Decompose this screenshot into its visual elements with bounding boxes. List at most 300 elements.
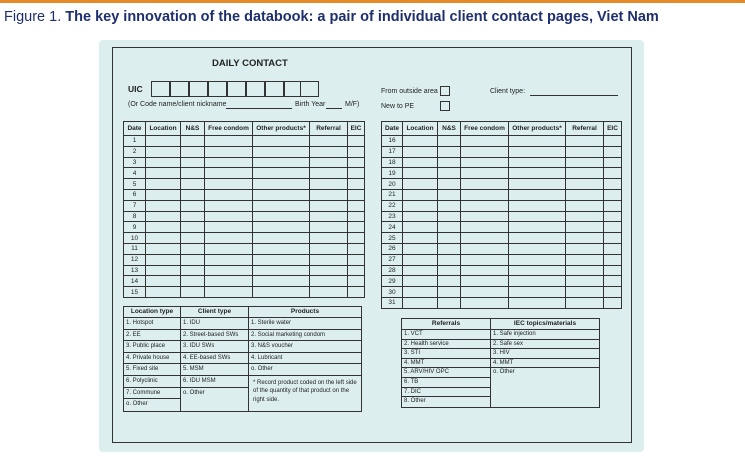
day-number: 17 — [382, 146, 403, 157]
day-number: 2 — [124, 146, 146, 157]
product-note: * Record product coded on the left side of the quantity of that product on the right side. — [253, 379, 357, 403]
entry-cell[interactable] — [205, 189, 253, 200]
entry-cell[interactable] — [566, 287, 604, 298]
entry-cell[interactable] — [181, 233, 205, 244]
entry-cell[interactable] — [253, 157, 310, 168]
entry-cell[interactable] — [205, 233, 253, 244]
day-number: 10 — [124, 233, 146, 244]
entry-cell[interactable] — [403, 297, 438, 308]
entry-cell[interactable] — [403, 179, 438, 190]
entry-cell[interactable] — [604, 136, 622, 147]
referral-item: 5. ARV/HIV OPC — [402, 368, 490, 378]
entry-cell[interactable] — [461, 233, 509, 244]
referrals-table — [401, 318, 600, 408]
entry-cell[interactable] — [461, 179, 509, 190]
entry-cell[interactable] — [310, 146, 348, 157]
entry-cell[interactable] — [181, 287, 205, 298]
table-header-row — [382, 122, 622, 136]
entry-cell[interactable] — [205, 222, 253, 233]
entry-cell[interactable] — [181, 179, 205, 190]
uic-box[interactable] — [151, 81, 170, 97]
entry-cell[interactable] — [205, 254, 253, 265]
entry-cell[interactable] — [253, 233, 310, 244]
entry-cell[interactable] — [461, 157, 509, 168]
entry-cell[interactable] — [205, 179, 253, 190]
entry-cell[interactable] — [403, 146, 438, 157]
entry-cell[interactable] — [509, 243, 566, 254]
table-row — [124, 146, 365, 157]
iec-item: o. Other — [493, 369, 515, 376]
table-row — [382, 200, 622, 211]
entry-cell[interactable] — [438, 287, 461, 298]
client-type-item: 1. IDU — [181, 318, 248, 330]
entry-cell[interactable] — [566, 276, 604, 287]
entry-cell[interactable] — [461, 243, 509, 254]
table-row — [382, 287, 622, 298]
entry-cell[interactable] — [181, 189, 205, 200]
entry-cell[interactable] — [509, 287, 566, 298]
day-number: 13 — [124, 265, 146, 276]
entry-cell[interactable] — [566, 179, 604, 190]
entry-cell[interactable] — [604, 157, 622, 168]
entry-cell[interactable] — [253, 211, 310, 222]
entry-cell[interactable] — [205, 211, 253, 222]
client-type-item: o. Other — [183, 389, 205, 396]
entry-cell[interactable] — [604, 265, 622, 276]
uic-box[interactable] — [170, 81, 189, 97]
entry-cell[interactable] — [509, 222, 566, 233]
entry-cell[interactable] — [253, 287, 310, 298]
iec-header: IEC topics/materials — [491, 319, 600, 330]
entry-cell[interactable] — [461, 200, 509, 211]
entry-cell[interactable] — [205, 136, 253, 147]
column-header: Referral — [566, 122, 604, 136]
entry-cell[interactable] — [146, 243, 181, 254]
entry-cell[interactable] — [348, 287, 365, 298]
entry-cell[interactable] — [438, 189, 461, 200]
contact-log-table-left — [123, 121, 365, 298]
table-row — [382, 168, 622, 179]
entry-cell[interactable] — [181, 254, 205, 265]
entry-cell[interactable] — [604, 168, 622, 179]
entry-cell[interactable] — [146, 168, 181, 179]
entry-cell[interactable] — [604, 276, 622, 287]
client-type-item: 3. IDU SWs — [181, 341, 248, 353]
entry-cell[interactable] — [310, 211, 348, 222]
entry-cell[interactable] — [146, 222, 181, 233]
entry-cell[interactable] — [438, 243, 461, 254]
day-number: 25 — [382, 233, 403, 244]
table-row — [124, 265, 365, 276]
entry-cell[interactable] — [146, 265, 181, 276]
entry-cell[interactable] — [566, 297, 604, 308]
location-type-item: 7. Commune — [124, 388, 180, 400]
table-row — [124, 287, 365, 298]
client-type-item: 2. Street-based SWs — [181, 330, 248, 342]
entry-cell[interactable] — [509, 168, 566, 179]
table-row — [382, 211, 622, 222]
entry-cell[interactable] — [403, 265, 438, 276]
entry-cell[interactable] — [348, 168, 365, 179]
entry-cell[interactable] — [181, 136, 205, 147]
table-row — [124, 211, 365, 222]
entry-cell[interactable] — [438, 254, 461, 265]
iec-list — [491, 330, 600, 408]
day-number: 18 — [382, 157, 403, 168]
column-header: Other products* — [509, 122, 566, 136]
entry-cell[interactable] — [403, 136, 438, 147]
column-header: Other products* — [253, 122, 310, 136]
entry-cell[interactable] — [566, 136, 604, 147]
entry-cell[interactable] — [566, 233, 604, 244]
entry-cell[interactable] — [509, 254, 566, 265]
entry-cell[interactable] — [146, 254, 181, 265]
figure-title: The key innovation of the databook: a pair of individual client contact pages, Viet Nam — [65, 9, 659, 25]
entry-cell[interactable] — [509, 265, 566, 276]
column-header: N&S — [181, 122, 205, 136]
entry-cell[interactable] — [604, 243, 622, 254]
client-type-label: Client type: — [490, 88, 526, 95]
client-type-item: 6. IDU MSM — [181, 376, 248, 388]
location-type-item: 2. EE — [124, 330, 180, 342]
entry-cell[interactable] — [461, 189, 509, 200]
table-row — [382, 233, 622, 244]
entry-cell[interactable] — [310, 136, 348, 147]
table-row — [382, 222, 622, 233]
entry-cell[interactable] — [566, 146, 604, 157]
contact-log-table-right — [381, 121, 622, 309]
entry-cell[interactable] — [566, 211, 604, 222]
entry-cell[interactable] — [310, 200, 348, 211]
legend-header-location: Location type — [124, 307, 181, 318]
entry-cell[interactable] — [403, 222, 438, 233]
entry-cell[interactable] — [181, 146, 205, 157]
entry-cell[interactable] — [403, 157, 438, 168]
entry-cell[interactable] — [253, 146, 310, 157]
entry-cell[interactable] — [181, 276, 205, 287]
table-row — [382, 276, 622, 287]
entry-cell[interactable] — [509, 211, 566, 222]
entry-cell[interactable] — [253, 136, 310, 147]
entry-cell[interactable] — [403, 287, 438, 298]
entry-cell[interactable] — [604, 254, 622, 265]
entry-cell[interactable] — [348, 222, 365, 233]
entry-cell[interactable] — [403, 211, 438, 222]
entry-cell[interactable] — [509, 233, 566, 244]
entry-cell[interactable] — [181, 222, 205, 233]
table-row — [124, 179, 365, 190]
from-outside-checkbox[interactable] — [440, 86, 450, 96]
entry-cell[interactable] — [438, 200, 461, 211]
entry-cell[interactable] — [310, 233, 348, 244]
referrals-header: Referrals — [402, 319, 491, 330]
day-number: 11 — [124, 243, 146, 254]
entry-cell[interactable] — [310, 276, 348, 287]
entry-cell[interactable] — [461, 254, 509, 265]
entry-cell[interactable] — [205, 146, 253, 157]
entry-cell[interactable] — [181, 200, 205, 211]
entry-cell[interactable] — [253, 189, 310, 200]
column-header: Date — [124, 122, 146, 136]
table-row — [124, 254, 365, 265]
entry-cell[interactable] — [348, 200, 365, 211]
table-header-row — [124, 122, 365, 136]
table-row — [382, 146, 622, 157]
entry-cell[interactable] — [509, 179, 566, 190]
entry-cell[interactable] — [146, 146, 181, 157]
entry-cell[interactable] — [310, 287, 348, 298]
products-list — [249, 318, 362, 412]
new-to-pe-checkbox[interactable] — [440, 101, 450, 111]
day-number: 28 — [382, 265, 403, 276]
entry-cell[interactable] — [253, 265, 310, 276]
uic-box[interactable] — [227, 81, 246, 97]
entry-cell[interactable] — [348, 254, 365, 265]
form-title: DAILY CONTACT — [212, 58, 288, 69]
location-type-item: 5. Fixed site — [124, 364, 180, 376]
day-number: 19 — [382, 168, 403, 179]
entry-cell[interactable] — [438, 222, 461, 233]
entry-cell[interactable] — [348, 189, 365, 200]
client-type-line[interactable] — [530, 95, 618, 96]
referral-item: 7. DIC — [402, 388, 490, 398]
day-number: 14 — [124, 276, 146, 287]
entry-cell[interactable] — [566, 254, 604, 265]
entry-cell[interactable] — [604, 189, 622, 200]
entry-cell[interactable] — [604, 287, 622, 298]
entry-cell[interactable] — [253, 243, 310, 254]
birth-year-line[interactable] — [326, 108, 342, 109]
uic-box[interactable] — [189, 81, 208, 97]
legend-header-products: Products — [249, 307, 362, 318]
entry-cell[interactable] — [146, 189, 181, 200]
entry-cell[interactable] — [509, 276, 566, 287]
entry-cell[interactable] — [348, 211, 365, 222]
entry-cell[interactable] — [181, 211, 205, 222]
iec-item: 3. HIV — [491, 349, 599, 359]
column-header: Referral — [310, 122, 348, 136]
entry-cell[interactable] — [604, 233, 622, 244]
table-row — [382, 136, 622, 147]
entry-cell[interactable] — [310, 179, 348, 190]
legend-table — [123, 306, 362, 412]
entry-cell[interactable] — [461, 222, 509, 233]
column-header: EIC — [348, 122, 365, 136]
product-item: 4. Lubricant — [249, 353, 361, 365]
entry-cell[interactable] — [566, 189, 604, 200]
table-row — [124, 157, 365, 168]
entry-cell[interactable] — [438, 146, 461, 157]
referral-item: 1. VCT — [402, 330, 490, 340]
entry-cell[interactable] — [461, 146, 509, 157]
entry-cell[interactable] — [205, 287, 253, 298]
uic-box[interactable] — [208, 81, 227, 97]
day-number: 15 — [124, 287, 146, 298]
location-type-item: 3. Public place — [124, 341, 180, 353]
entry-cell[interactable] — [604, 146, 622, 157]
entry-cell[interactable] — [566, 157, 604, 168]
table-row — [124, 136, 365, 147]
entry-cell[interactable] — [403, 200, 438, 211]
product-item: 3. N&S voucher — [249, 341, 361, 353]
entry-cell[interactable] — [205, 265, 253, 276]
entry-cell[interactable] — [403, 189, 438, 200]
entry-cell[interactable] — [146, 233, 181, 244]
entry-cell[interactable] — [438, 157, 461, 168]
entry-cell[interactable] — [566, 243, 604, 254]
entry-cell[interactable] — [438, 136, 461, 147]
entry-cell[interactable] — [461, 276, 509, 287]
entry-cell[interactable] — [348, 136, 365, 147]
entry-cell[interactable] — [348, 146, 365, 157]
entry-cell[interactable] — [253, 254, 310, 265]
entry-cell[interactable] — [403, 168, 438, 179]
entry-cell[interactable] — [461, 287, 509, 298]
uic-box[interactable] — [265, 81, 284, 97]
table-row — [124, 200, 365, 211]
entry-cell[interactable] — [604, 222, 622, 233]
entry-cell[interactable] — [604, 200, 622, 211]
referral-item: 2. Health service — [402, 340, 490, 350]
entry-cell[interactable] — [310, 265, 348, 276]
entry-cell[interactable] — [181, 168, 205, 179]
entry-cell[interactable] — [348, 157, 365, 168]
referral-item: 3. STI — [402, 349, 490, 359]
client-type-item: 5. MSM — [181, 364, 248, 376]
entry-cell[interactable] — [403, 243, 438, 254]
entry-cell[interactable] — [438, 297, 461, 308]
entry-cell[interactable] — [566, 200, 604, 211]
entry-cell[interactable] — [310, 243, 348, 254]
entry-cell[interactable] — [205, 276, 253, 287]
entry-cell[interactable] — [461, 211, 509, 222]
day-number: 7 — [124, 200, 146, 211]
entry-cell[interactable] — [146, 136, 181, 147]
entry-cell[interactable] — [146, 200, 181, 211]
entry-cell[interactable] — [403, 254, 438, 265]
table-row — [382, 157, 622, 168]
day-number: 4 — [124, 168, 146, 179]
entry-cell[interactable] — [509, 189, 566, 200]
entry-cell[interactable] — [461, 297, 509, 308]
entry-cell[interactable] — [566, 222, 604, 233]
entry-cell[interactable] — [253, 168, 310, 179]
entry-cell[interactable] — [181, 265, 205, 276]
entry-cell[interactable] — [461, 136, 509, 147]
iec-item: 2. Safe sex — [491, 340, 599, 350]
entry-cell[interactable] — [205, 200, 253, 211]
entry-cell[interactable] — [403, 276, 438, 287]
column-header: N&S — [438, 122, 461, 136]
entry-cell[interactable] — [438, 265, 461, 276]
uic-box[interactable] — [246, 81, 265, 97]
figure-caption — [4, 9, 659, 25]
entry-cell[interactable] — [253, 222, 310, 233]
entry-cell[interactable] — [310, 168, 348, 179]
day-number: 3 — [124, 157, 146, 168]
day-number: 31 — [382, 297, 403, 308]
entry-cell[interactable] — [348, 265, 365, 276]
entry-cell[interactable] — [604, 297, 622, 308]
client-type-list — [181, 318, 249, 412]
birth-year-label: Birth Year — [295, 101, 326, 108]
uic-label: UIC — [128, 84, 143, 94]
entry-cell[interactable] — [181, 157, 205, 168]
day-number: 8 — [124, 211, 146, 222]
top-accent-line — [0, 0, 745, 3]
entry-cell[interactable] — [146, 211, 181, 222]
entry-cell[interactable] — [509, 146, 566, 157]
entry-cell[interactable] — [348, 276, 365, 287]
entry-cell[interactable] — [146, 157, 181, 168]
entry-cell[interactable] — [205, 157, 253, 168]
entry-cell[interactable] — [348, 243, 365, 254]
uic-hint: (Or Code name/client nickname — [128, 101, 227, 108]
table-row — [124, 189, 365, 200]
entry-cell[interactable] — [509, 157, 566, 168]
day-number: 9 — [124, 222, 146, 233]
nickname-line[interactable] — [226, 108, 292, 109]
entry-cell[interactable] — [146, 276, 181, 287]
figure-number: Figure 1. — [4, 9, 62, 25]
product-item: 2. Social marketing condom — [249, 330, 361, 342]
entry-cell[interactable] — [509, 297, 566, 308]
entry-cell[interactable] — [146, 287, 181, 298]
entry-cell[interactable] — [253, 179, 310, 190]
table-row — [124, 243, 365, 254]
entry-cell[interactable] — [566, 265, 604, 276]
entry-cell[interactable] — [310, 222, 348, 233]
entry-cell[interactable] — [438, 211, 461, 222]
entry-cell[interactable] — [438, 168, 461, 179]
entry-cell[interactable] — [205, 243, 253, 254]
entry-cell[interactable] — [461, 265, 509, 276]
column-header: EIC — [604, 122, 622, 136]
entry-cell[interactable] — [604, 211, 622, 222]
entry-cell[interactable] — [181, 243, 205, 254]
uic-box[interactable] — [300, 81, 319, 97]
day-number: 16 — [382, 136, 403, 147]
column-header: Location — [403, 122, 438, 136]
day-number: 26 — [382, 243, 403, 254]
day-number: 27 — [382, 254, 403, 265]
entry-cell[interactable] — [438, 179, 461, 190]
table-row — [124, 222, 365, 233]
entry-cell[interactable] — [253, 200, 310, 211]
entry-cell[interactable] — [566, 168, 604, 179]
entry-cell[interactable] — [348, 233, 365, 244]
entry-cell[interactable] — [461, 168, 509, 179]
entry-cell[interactable] — [438, 233, 461, 244]
entry-cell[interactable] — [310, 189, 348, 200]
location-type-item: 1. Hotspot — [124, 318, 180, 330]
table-row — [382, 254, 622, 265]
from-outside-label: From outside area — [381, 88, 438, 95]
entry-cell[interactable] — [509, 136, 566, 147]
entry-cell[interactable] — [205, 168, 253, 179]
entry-cell[interactable] — [310, 254, 348, 265]
entry-cell[interactable] — [253, 276, 310, 287]
entry-cell[interactable] — [310, 157, 348, 168]
entry-cell[interactable] — [438, 276, 461, 287]
product-item: 1. Sterile water — [249, 318, 361, 330]
entry-cell[interactable] — [146, 179, 181, 190]
day-number: 22 — [382, 200, 403, 211]
entry-cell[interactable] — [403, 233, 438, 244]
entry-cell[interactable] — [509, 200, 566, 211]
entry-cell[interactable] — [604, 179, 622, 190]
entry-cell[interactable] — [348, 179, 365, 190]
